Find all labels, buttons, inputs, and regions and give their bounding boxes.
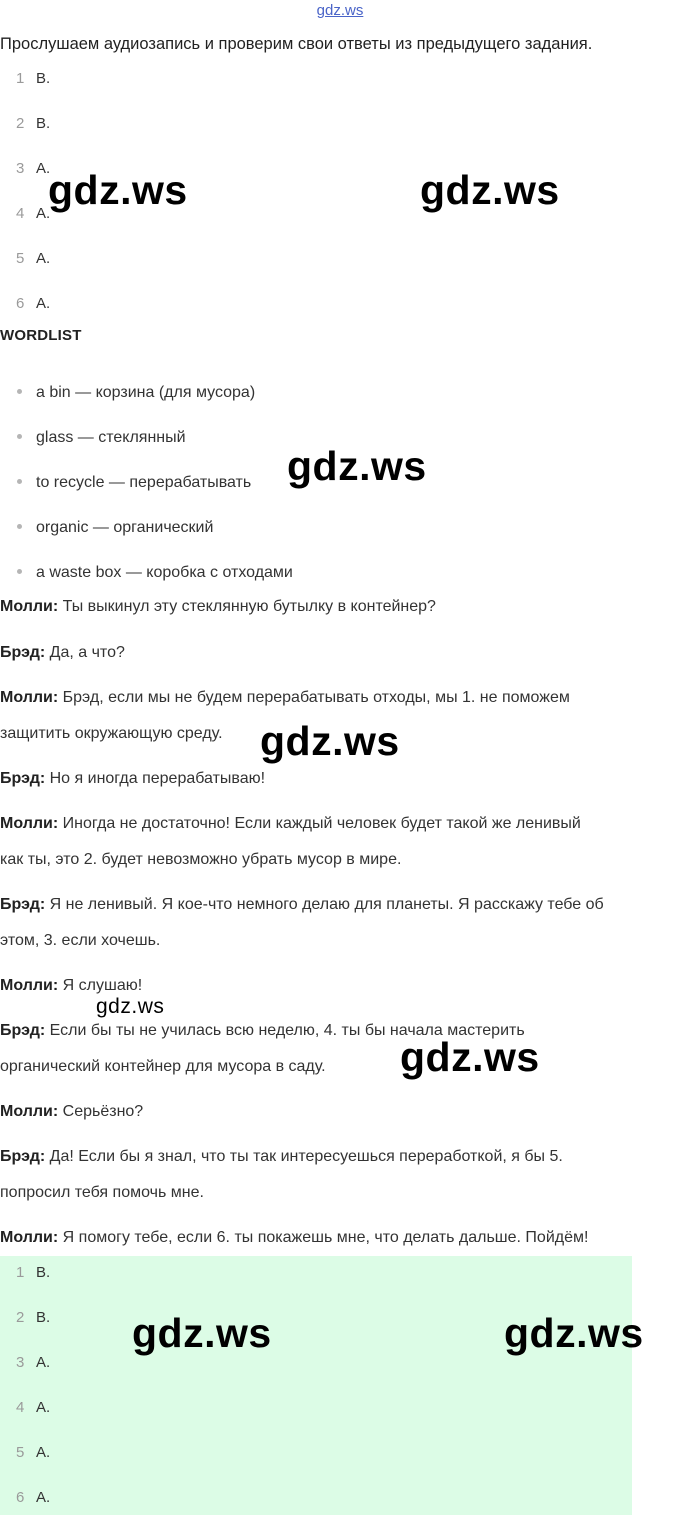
answer-value: B. (36, 1264, 51, 1281)
dialogue-text: Ты выкинул эту стеклянную бутылку в контейнер? (58, 598, 436, 615)
answer-value: A. (36, 295, 51, 312)
wordlist-heading: WORDLIST (0, 327, 82, 344)
answer-number: 3 (16, 160, 25, 177)
dialogue-text: Иногда не достаточно! Если каждый человек будет такой же ленивый (58, 815, 581, 832)
speaker-name: Молли: (0, 815, 59, 832)
dialogue-text: Брэд, если мы не будем перерабатывать отходы, мы 1. не поможем (58, 689, 570, 706)
answer-value: A. (36, 1444, 51, 1461)
wordlist-item (17, 427, 186, 449)
dialogue-line (0, 806, 680, 842)
wordlist-item-text: to recycle — перерабатывать (36, 474, 252, 491)
answer-item (16, 158, 50, 180)
dialogue-line (0, 887, 680, 923)
speaker-name: Молли: (0, 1103, 59, 1120)
wordlist-item (17, 517, 213, 539)
wordlist-item (17, 472, 251, 494)
answer-number: 1 (16, 1264, 25, 1281)
dialogue-text: Серьёзно? (58, 1103, 144, 1120)
answer-item (16, 1352, 50, 1374)
dialogue-line-continued: этом, 3. если хочешь. (0, 932, 161, 949)
dialogue-text: Да! Если бы я знал, что ты так интересуешься переработкой, я бы 5. (45, 1148, 563, 1165)
speaker-name: Молли: (0, 1229, 59, 1246)
dialogue-text: Но я иногда перерабатываю! (45, 770, 266, 787)
answer-value: B. (36, 115, 51, 132)
dialogue-line (0, 680, 680, 716)
answer-value: A. (36, 160, 51, 177)
answer-number: 6 (16, 1489, 25, 1506)
watermark: gdz.ws (260, 718, 400, 764)
answer-value: B. (36, 70, 51, 87)
answer-item (16, 68, 50, 90)
dialogue-text: Я не ленивый. Я кое-что немного делаю для планеты. Я расскажу тебе об (45, 896, 604, 913)
speaker-name: Брэд: (0, 770, 46, 787)
speaker-name: Молли: (0, 598, 59, 615)
bullet-icon (17, 479, 22, 484)
answer-number: 1 (16, 70, 25, 87)
speaker-name: Брэд: (0, 1148, 46, 1165)
speaker-name: Молли: (0, 689, 59, 706)
dialogue-line (0, 1013, 680, 1049)
dialogue-line-continued: как ты, это 2. будет невозможно убрать мусор в мире. (0, 851, 402, 868)
answer-number: 6 (16, 295, 25, 312)
answer-item (16, 1487, 50, 1509)
intro-text: Прослушаем аудиозапись и проверим свои ответы из предыдущего задания. (0, 35, 593, 53)
answer-item (16, 248, 50, 270)
watermark: gdz.ws (400, 1034, 540, 1080)
speaker-name: Брэд: (0, 896, 46, 913)
answer-value: A. (36, 1489, 51, 1506)
answer-item (16, 1442, 50, 1464)
answer-box (0, 1256, 632, 1515)
answer-value: A. (36, 1399, 51, 1416)
answer-value: A. (36, 250, 51, 267)
answer-value: A. (36, 205, 51, 222)
answer-item (16, 113, 50, 135)
dialogue-line-continued: защитить окружающую среду. (0, 725, 223, 742)
wordlist-item (17, 562, 293, 584)
answer-item (16, 293, 50, 315)
dialogue-text: Я помогу тебе, если 6. ты покажешь мне, что делать дальше. Пойдём! (58, 1229, 589, 1246)
bullet-icon (17, 569, 22, 574)
dialogue-line-continued: попросил тебя помочь мне. (0, 1184, 204, 1201)
wordlist-item-text: a waste box — коробка с отходами (36, 564, 293, 581)
answer-value: A. (36, 1354, 51, 1371)
answer-number: 4 (16, 205, 25, 222)
bullet-icon (17, 389, 22, 394)
answer-number: 4 (16, 1399, 25, 1416)
site-header-link[interactable]: gdz.ws (316, 2, 364, 19)
answer-item (16, 203, 50, 225)
answer-item (16, 1397, 50, 1419)
answer-item (16, 1307, 50, 1329)
watermark: gdz.ws (287, 443, 427, 489)
answer-number: 2 (16, 1309, 25, 1326)
answer-item (16, 1262, 50, 1284)
bullet-icon (17, 524, 22, 529)
answer-number: 2 (16, 115, 25, 132)
answer-number: 3 (16, 1354, 25, 1371)
watermark: gdz.ws (420, 167, 560, 213)
dialogue-line (0, 589, 680, 625)
speaker-name: Брэд: (0, 1022, 46, 1039)
dialogue-line (0, 761, 680, 797)
wordlist-item-text: a bin — корзина (для мусора) (36, 384, 256, 401)
answer-number: 5 (16, 1444, 25, 1461)
speaker-name: Молли: (0, 977, 59, 994)
answer-number: 5 (16, 250, 25, 267)
watermark: gdz.ws (504, 1310, 644, 1356)
watermark: gdz.ws (132, 1310, 272, 1356)
dialogue-line (0, 1220, 680, 1256)
wordlist-item-text: glass — стеклянный (36, 429, 186, 446)
dialogue-line (0, 1139, 680, 1175)
dialogue-text: Я слушаю! (58, 977, 143, 994)
wordlist-item-text: organic — органический (36, 519, 214, 536)
speaker-name: Брэд: (0, 644, 46, 661)
dialogue-text: Да, а что? (45, 644, 125, 661)
bullet-icon (17, 434, 22, 439)
dialogue-line (0, 1094, 680, 1130)
watermark: gdz.ws (48, 167, 188, 213)
dialogue-line (0, 635, 680, 671)
dialogue-text: Если бы ты не училась всю неделю, 4. ты бы начала мастерить (45, 1022, 525, 1039)
watermark: gdz.ws (96, 995, 165, 1018)
dialogue-line-continued: органический контейнер для мусора в саду. (0, 1058, 326, 1075)
answer-value: B. (36, 1309, 51, 1326)
wordlist-item (17, 382, 255, 404)
